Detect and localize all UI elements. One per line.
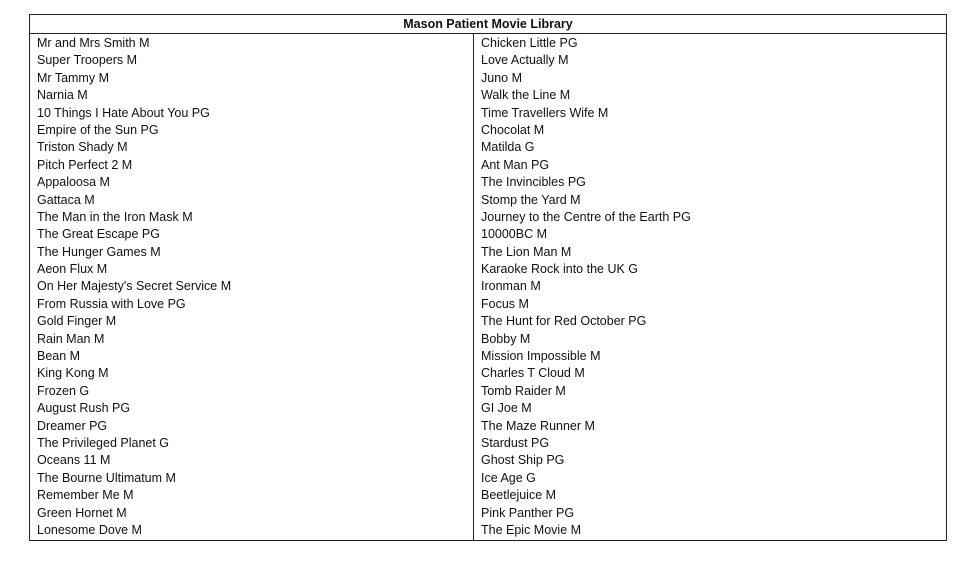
movie-entry: Ant Man PG: [481, 157, 550, 172]
movie-entry: Time Travellers Wife M: [481, 105, 609, 120]
movie-entry: Narnia M: [37, 88, 88, 103]
movie-entry: Chicken Little PG: [481, 36, 578, 50]
movie-entry: Gattaca M: [37, 192, 95, 207]
movie-entry: Focus M: [481, 296, 529, 311]
movie-entry: Lonesome Dove M: [37, 522, 142, 537]
movie-entry: The Man in the Iron Mask M: [37, 209, 193, 224]
movie-entry: The Maze Runner M: [481, 418, 595, 433]
movie-entry: King Kong M: [37, 366, 109, 381]
movie-entry: Frozen G: [37, 383, 90, 398]
movie-entry: August Rush PG: [37, 401, 131, 416]
movie-entry: Matilda G: [481, 140, 535, 155]
movie-entry: Journey to the Centre of the Earth PG: [481, 209, 691, 224]
movie-entry: Chocolat M: [481, 122, 545, 137]
movie-entry: Walk the Line M: [481, 88, 571, 103]
movie-entry: 10000BC M: [481, 227, 548, 242]
movie-entry: Stomp the Yard M: [481, 192, 581, 207]
movie-entry: Oceans 11 M: [37, 453, 111, 468]
movie-entry: Empire of the Sun PG: [37, 122, 159, 137]
table-body: [30, 34, 946, 540]
movie-entry: Stardust PG: [481, 435, 550, 450]
movie-entry: The Invincibles PG: [481, 175, 586, 190]
table-title: Mason Patient Movie Library: [30, 15, 946, 34]
movie-entry: The Hunt for Red October PG: [481, 314, 647, 329]
movie-entry: Bobby M: [481, 331, 531, 346]
movie-entry: The Hunger Games M: [37, 244, 161, 259]
movie-entry: From Russia with Love PG: [37, 296, 186, 311]
movie-entry: Pink Panther PG: [481, 505, 575, 520]
movie-entry: The Great Escape PG: [37, 227, 160, 242]
movie-entry: Dreamer PG: [37, 418, 108, 433]
movie-entry: Tomb Raider M: [481, 383, 566, 398]
movie-entry: Rain Man M: [37, 331, 105, 346]
movie-entry: The Bourne Ultimatum M: [37, 470, 176, 485]
movie-entry: Appaloosa M: [37, 175, 110, 190]
movie-entry: Karaoke Rock into the UK G: [481, 262, 639, 277]
movie-library-table: [29, 14, 947, 541]
movie-entry: 10 Things I Hate About You PG: [37, 105, 210, 120]
movie-entry: Gold Finger M: [37, 314, 117, 329]
movie-entry: The Epic Movie M: [481, 522, 582, 537]
left-column: [30, 34, 474, 540]
movie-entry: Charles T Cloud M: [481, 366, 585, 381]
movie-entry: GI Joe M: [481, 401, 532, 416]
movie-entry: Mission Impossible M: [481, 349, 601, 364]
movie-entry: Juno M: [481, 70, 522, 85]
movie-entry: The Lion Man M: [481, 244, 572, 259]
movie-entry: Beetlejuice M: [481, 488, 557, 503]
movie-entry: Super Troopers M: [37, 53, 138, 68]
movie-entry: Mr and Mrs Smith M: [37, 36, 150, 50]
movie-entry: Green Hornet M: [37, 505, 127, 520]
movie-entry: Triston Shady M: [37, 140, 128, 155]
movie-entry: Ironman M: [481, 279, 541, 294]
movie-entry: Love Actually M: [481, 53, 569, 68]
movie-entry: The Privileged Planet G: [37, 435, 170, 450]
movie-entry: On Her Majesty's Secret Service M: [37, 279, 232, 294]
movie-entry: Bean M: [37, 349, 81, 364]
right-column: [474, 34, 946, 540]
movie-entry: Aeon Flux M: [37, 262, 108, 277]
movie-entry: Ghost Ship PG: [481, 453, 565, 468]
movie-entry: Pitch Perfect 2 M: [37, 157, 133, 172]
movie-entry: Mr Tammy M: [37, 70, 109, 85]
movie-entry: Ice Age G: [481, 470, 536, 485]
movie-entry: Remember Me M: [37, 488, 134, 503]
